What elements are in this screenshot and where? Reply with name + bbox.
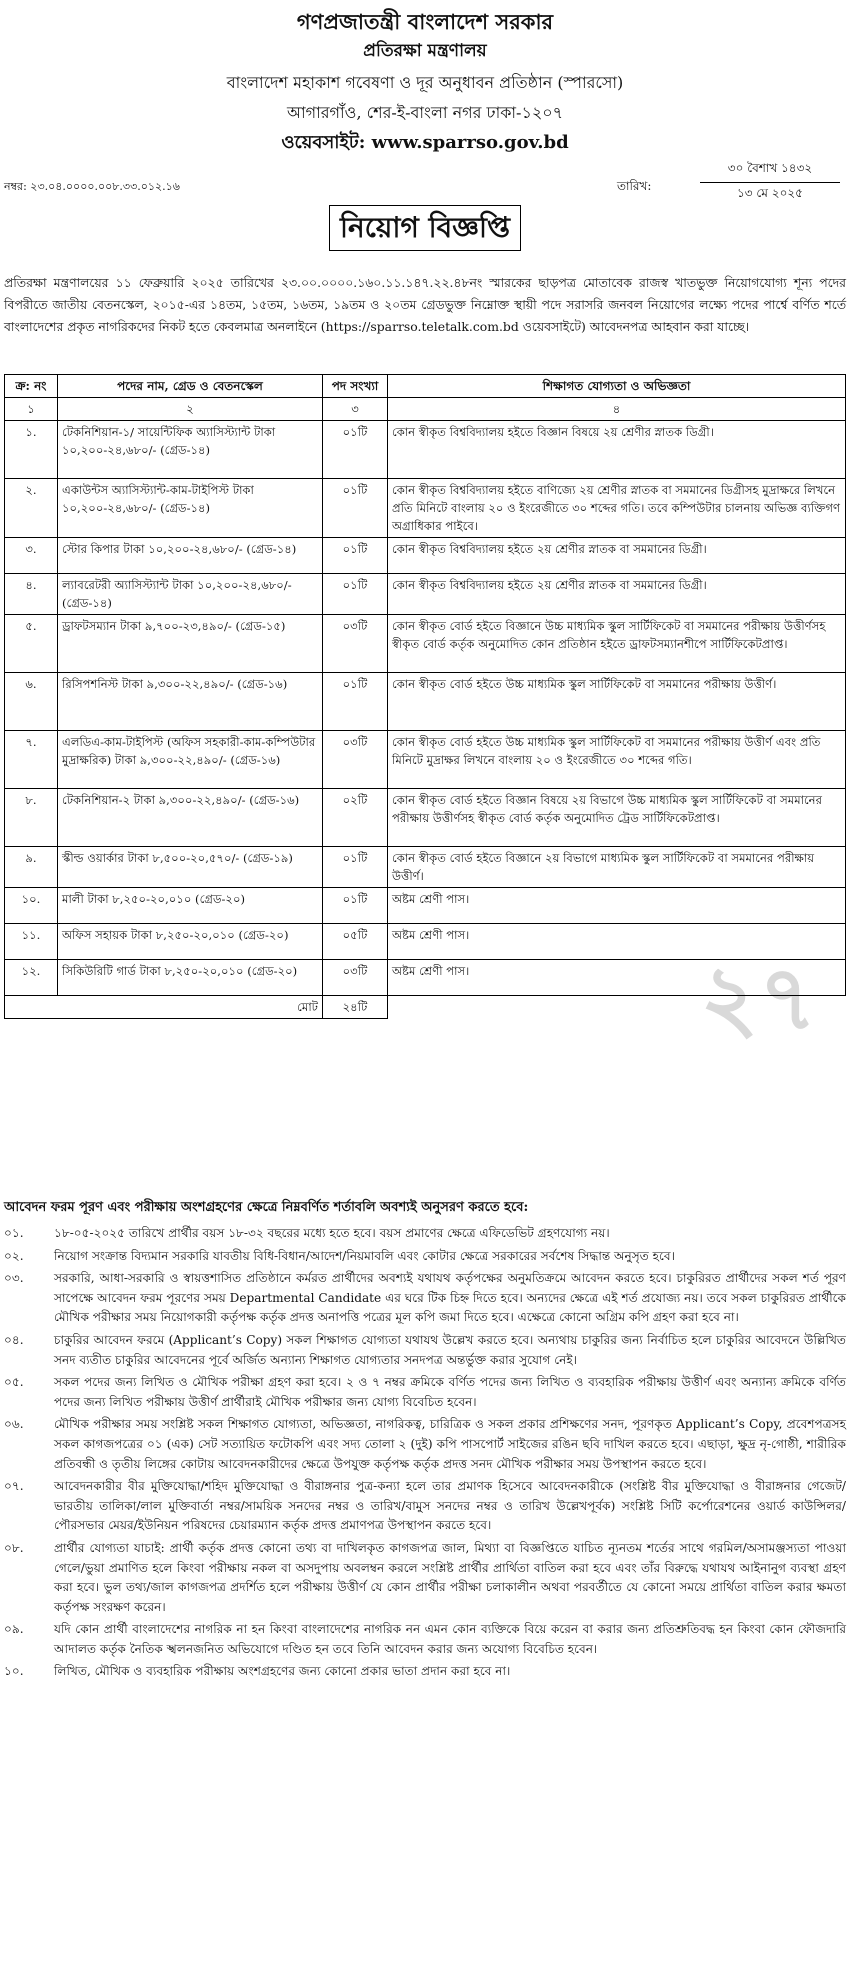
serial-cell: ৯. <box>5 847 58 888</box>
condition-text: ১৮-০৫-২০২৫ তারিখে প্রার্থীর বয়স ১৮-৩২ বছরের মধ্যে হতে হবে। বয়স প্রমাণের ক্ষেত্রে এফিডেভিট গ্রহণযোগ্য নয়। <box>54 1226 610 1240</box>
qualification-cell: কোন স্বীকৃত বিশ্ববিদ্যালয় হইতে ২য় শ্রেণীর স্নাতক বা সমমানের ডিগ্রী। <box>388 574 846 615</box>
serial-cell: ১০. <box>5 888 58 924</box>
post-name-cell: ড্রাফটসম্যান টাকা ৯,৭০০-২৩,৪৯০/- (গ্রেড-১৫) <box>58 615 323 673</box>
address-line: আগারগাঁও, শের-ই-বাংলা নগর ঢাকা-১২০৭ <box>286 103 564 122</box>
post-name-cell: টেকনিশিয়ান-১/ সায়েন্টিফিক অ্যাসিস্ট্যান্ট টাকা ১০,২০০-২৪,৬৮০/- (গ্রেড-১৪) <box>58 421 323 479</box>
serial-cell: ৪. <box>5 574 58 615</box>
post-count-cell: ০১টি <box>323 479 388 538</box>
condition-number: ০১. <box>4 1226 24 1240</box>
vacancy-table <box>4 374 846 1019</box>
header-qualification: শিক্ষাগত যোগ্যতা ও অভিজ্ঞতা <box>388 375 846 398</box>
memo-number: নম্বর: ২৩.০৪.০০০০.০০৮.৩৩.০১২.১৬ <box>4 180 180 193</box>
qualification-cell: অষ্টম শ্রেণী পাস। <box>388 924 846 960</box>
condition-item <box>4 1224 846 1244</box>
date-gregorian: ১৩ মে ২০২৫ <box>737 186 803 200</box>
post-count-cell: ০১টি <box>323 847 388 888</box>
qualification-cell: কোন স্বীকৃত বোর্ড হইতে বিজ্ঞানে উচ্চ মাধ্যমিক স্কুল সার্টিফিকেট বা সমমানের পরীক্ষায় উত্তীর্ণসহ স্বীকৃত বোর্ড কর্তৃক অনুমোদিত কোন প্রতিষ্ঠান হইতে ড্রাফটসম্যানশীপে সার্টিফিকেটপ্রাপ্ত। <box>388 615 846 673</box>
total-empty <box>388 996 846 1019</box>
condition-text: নিয়োগ সংক্রান্ত বিদ্যমান সরকারি যাবতীয় বিধি-বিধান/আদেশ/নিয়মাবলি এবং কোটার ক্ষেত্রে সরকারের সর্বশেষ সিদ্ধান্ত অনুসৃত হবে। <box>54 1248 675 1263</box>
post-count-cell: ০২টি <box>323 789 388 847</box>
post-count-cell: ০৩টি <box>323 731 388 789</box>
condition-item <box>4 1331 846 1370</box>
header-post-count: পদ সংখ্যা <box>323 375 388 398</box>
condition-number: ০৯. <box>4 1622 24 1637</box>
condition-item <box>4 1373 846 1412</box>
table-row <box>5 731 846 789</box>
condition-item <box>4 1620 846 1659</box>
post-count-cell: ০১টি <box>323 888 388 924</box>
condition-item <box>4 1477 846 1536</box>
col-number: ৩ <box>323 398 388 421</box>
post-name-cell: সিকিউরিটি গার্ড টাকা ৮,২৫০-২০,০১০ (গ্রেড-২০) <box>58 960 323 996</box>
conditions-heading: আবেদন ফরম পূরণ এবং পরীক্ষায় অংশগ্রহণের ক্ষেত্রে নিম্নবর্ণিত শর্তাবলি অবশ্যই অনুসরণ করতে হবে: <box>4 1200 529 1215</box>
serial-cell: ৩. <box>5 538 58 574</box>
government-heading: গণপ্রজাতন্ত্রী বাংলাদেশ সরকার <box>296 9 554 34</box>
post-count-cell: ০১টি <box>323 673 388 731</box>
table-row <box>5 615 846 673</box>
date-bengali: ৩০ বৈশাখ ১৪৩২ <box>700 158 840 183</box>
serial-cell: ৭. <box>5 731 58 789</box>
qualification-cell: কোন স্বীকৃত বিশ্ববিদ্যালয় হইতে ২য় শ্রেণীর স্নাতক বা সমমানের ডিগ্রী। <box>388 538 846 574</box>
post-count-cell: ০১টি <box>323 421 388 479</box>
post-name-cell: অফিস সহায়ক টাকা ৮,২৫০-২০,০১০ (গ্রেড-২০) <box>58 924 323 960</box>
intro-paragraph: প্রতিরক্ষা মন্ত্রণালয়ের ১১ ফেব্রুয়ারি ২০২৫ তারিখের ২৩.০০.০০০০.১৬০.১১.১৪৭.২২.৪৮নং স্মারকের ছাড়পত্র মোতাবেক রাজস্ব খাতভুক্ত নিয়োগযোগ্য শূন্য পদের বিপরীতে জাতীয় বেতনস্কেল, ২০১৫-এর ১৪তম, ১৫তম, ১৬তম, ১৯তম ও ২০তম গ্রেডভুক্ত নিম্নোক্ত স্থায়ী পদে সরাসরি জনবল নিয়োগের লক্ষ্যে পদের পার্শ্বে বর্ণিত শর্তে বাংলাদেশের প্রকৃত নাগরিকদের নিকট হতে কেবলমাত্র অনলাইনে (https://sparrso.teletalk.com.bd ওয়েবসাইটে) আবেদনপত্র আহবান করা যাচ্ছে। <box>4 275 846 334</box>
condition-number: ০৮. <box>4 1540 24 1555</box>
header-post-name: পদের নাম, গ্রেড ও বেতনস্কেল <box>58 375 323 398</box>
condition-item <box>4 1247 846 1267</box>
date-block <box>700 158 840 207</box>
post-count-cell: ০৩টি <box>323 615 388 673</box>
condition-number: ০৫. <box>4 1375 24 1390</box>
post-name-cell: রিসিপশনিস্ট টাকা ৯,৩০০-২২,৪৯০/- (গ্রেড-১৬) <box>58 673 323 731</box>
serial-cell: ৫. <box>5 615 58 673</box>
table-row <box>5 673 846 731</box>
condition-text: যদি কোন প্রার্থী বাংলাদেশের নাগরিক না হন কিংবা বাংলাদেশের নাগরিক নন এমন কোন ব্যক্তিকে বিয়ে করেন বা করার জন্য প্রতিশ্রুতিবদ্ধ হন কিংবা কোন ফৌজদারি আদালত কর্তৃক নৈতিক স্খলনজনিত অভিযোগে দণ্ডিত হন তবে তিনি আবেদন করার জন্য অযোগ্য বিবেচিত হবেন। <box>54 1622 846 1656</box>
qualification-cell: অষ্টম শ্রেণী পাস। <box>388 888 846 924</box>
serial-cell: ৬. <box>5 673 58 731</box>
qualification-cell: কোন স্বীকৃত বিশ্ববিদ্যালয় হইতে বিজ্ঞান বিষয়ে ২য় শ্রেণীর স্নাতক ডিগ্রী। <box>388 421 846 479</box>
total-count: ২৪টি <box>323 996 388 1019</box>
post-name-cell: একাউন্টস অ্যাসিস্ট্যান্ট-কাম-টাইপিস্ট টাকা ১০,২০০-২৪,৬৮০/- (গ্রেড-১৪) <box>58 479 323 538</box>
condition-item <box>4 1539 846 1617</box>
post-name-cell: স্টোর কিপার টাকা ১০,২০০-২৪,৬৮০/- (গ্রেড-১৪) <box>58 538 323 574</box>
post-count-cell: ০৩টি <box>323 960 388 996</box>
serial-cell: ২. <box>5 479 58 538</box>
qualification-cell: কোন স্বীকৃত বিশ্ববিদ্যালয় হইতে বাণিজ্যে ২য় শ্রেণীর স্নাতক বা সমমানের ডিগ্রীসহ মুদ্রাক্ষরে লিখনে প্রতি মিনিটে বাংলায় ২০ ও ইংরেজীতে ৩০ শব্দের গতি। তবে কম্পিউটার চালনায় অভিজ্ঞ ব্যক্তিগণ অগ্রাধিকার পাইবে। <box>388 479 846 538</box>
post-name-cell: স্কীল্ড ওয়ার্কার টাকা ৮,৫০০-২০,৫৭০/- (গ্রেড-১৯) <box>58 847 323 888</box>
table-row <box>5 924 846 960</box>
post-name-cell: এলডিএ-কাম-টাইপিস্ট (অফিস সহকারী-কাম-কম্পিউটার মুদ্রাক্ষরিক) টাকা ৯,৩০০-২২,৪৯০/- (গ্রেড-১৬) <box>58 731 323 789</box>
post-name-cell: মালী টাকা ৮,২৫০-২০,০১০ (গ্রেড-২০) <box>58 888 323 924</box>
condition-item <box>4 1662 846 1682</box>
table-row <box>5 574 846 615</box>
condition-number: ০৩. <box>4 1271 24 1286</box>
condition-item <box>4 1415 846 1474</box>
serial-cell: ৮. <box>5 789 58 847</box>
table-row <box>5 847 846 888</box>
qualification-cell: কোন স্বীকৃত বোর্ড হইতে উচ্চ মাধ্যমিক স্কুল সার্টিফিকেট বা সমমানের পরীক্ষায় উত্তীর্ণ। <box>388 673 846 731</box>
table-row <box>5 789 846 847</box>
serial-cell: ১১. <box>5 924 58 960</box>
serial-cell: ১২. <box>5 960 58 996</box>
website-line: ওয়েবসাইট: www.sparrso.gov.bd <box>281 132 569 153</box>
condition-text: আবেদনকারীর বীর মুক্তিযোদ্ধা/শহিদ মুক্তিযোদ্ধা ও বীরাঙ্গনার পুত্র-কন্যা হলে তার প্রমাণক হিসেবে আবেদনকারীকে (সংশ্লিষ্ট বীর মুক্তিযোদ্ধা ও বীরাঙ্গনার গেজেট/ভারতীয় তালিকা/লাল মুক্তিবার্তা নম্বর/সাময়িক সনদের নম্বর ও তারিখ/বামুস সনদের নম্বর ও তারিখ উল্লেখপূর্বক) সংশ্লিষ্ট সিটি কর্পোরেশনের ওয়ার্ড কাউন্সিলর/পৌরসভার মেয়র/ইউনিয়ন পরিষদের চেয়ারম্যান কর্তৃক প্রদত্ত প্রমাণপত্র উপস্থাপন করতে হবে। <box>54 1479 846 1533</box>
date-label: তারিখ: <box>617 179 652 193</box>
table-row <box>5 538 846 574</box>
col-number: ৪ <box>388 398 846 421</box>
post-name-cell: ল্যাবরেটরী অ্যাসিস্ট্যান্ট টাকা ১০,২০০-২৪,৬৮০/- (গ্রেড-১৪) <box>58 574 323 615</box>
watermark: ২৭ <box>700 945 818 1051</box>
qualification-cell: কোন স্বীকৃত বোর্ড হইতে বিজ্ঞানে ২য় বিভাগে মাধ্যমিক স্কুল সার্টিফিকেট বা সমমানের পরীক্ষায় উত্তীর্ণ। <box>388 847 846 888</box>
condition-text: মৌখিক পরীক্ষার সময় সংশ্লিষ্ট সকল শিক্ষাগত যোগ্যতা, অভিজ্ঞতা, নাগরিকত্ব, চারিত্রিক ও সকল প্রকার প্রশিক্ষণের সনদ, পূরণকৃত Applicant’s Copy, প্রবেশপত্রসহ সকল কাগজপত্রের ০১ (এক) সেট সত্যায়িত ফটোকপি এবং সদ্য তোলা ২ (দুই) কপি পাসপোর্ট সাইজের রঙিন ছবি দাখিল করতে হবে। এছাড়া, ক্ষুদ্র নৃ-গোষ্ঠী, শারীরিক প্রতিবন্ধী ও তৃতীয় লিঙ্গের কোটায় আবেদনকারীদের ক্ষেত্রে উপযুক্ত কর্তৃপক্ষ কর্তৃক প্রদত্ত সনদ মৌখিক পরীক্ষার সময় উপস্থাপন করতে হবে। <box>54 1417 846 1471</box>
table-row <box>5 479 846 538</box>
condition-number: ০৪. <box>4 1332 24 1347</box>
condition-number: ০৬. <box>4 1417 24 1432</box>
col-number: ১ <box>5 398 58 421</box>
condition-number: ১০. <box>4 1664 24 1679</box>
post-count-cell: ০৫টি <box>323 924 388 960</box>
col-number: ২ <box>58 398 323 421</box>
qualification-cell: কোন স্বীকৃত বোর্ড হইতে বিজ্ঞান বিষয়ে ২য় বিভাগে উচ্চ মাধ্যমিক স্কুল সার্টিফিকেট বা সমমানের পরীক্ষায় উত্তীর্ণসহ স্বীকৃত বোর্ড কর্তৃক অনুমোদিত ট্রেড সার্টিফিকেটপ্রাপ্ত। <box>388 789 846 847</box>
total-label: মোট <box>5 996 323 1019</box>
organization-heading: বাংলাদেশ মহাকাশ গবেষণা ও দূর অনুধাবন প্রতিষ্ঠান (স্পারসো) <box>226 73 624 92</box>
table-row <box>5 421 846 479</box>
header-serial: ক্র: নং <box>5 375 58 398</box>
condition-number: ০৭. <box>4 1479 24 1494</box>
condition-text: লিখিত, মৌখিক ও ব্যবহারিক পরীক্ষায় অংশগ্রহণের জন্য কোনো প্রকার ভাতা প্রদান করা হবে না। <box>54 1664 511 1679</box>
notice-title: নিয়োগ বিজ্ঞপ্তি <box>329 205 521 251</box>
condition-text: সকল পদের জন্য লিখিত ও মৌখিক পরীক্ষা গ্রহণ করা হবে। ২ ও ৭ নম্বর ক্রমিকে বর্ণিত পদের জন্য লিখিত ও ব্যবহারিক পরীক্ষায় উত্তীর্ণ এবং অন্যান্য ক্রমিকে বর্ণিত পদের জন্য লিখিত পরীক্ষায় উত্তীর্ণ প্রার্থীরাই মৌখিক পরীক্ষার জন্য যোগ্য বিবেচিত হবেন। <box>54 1375 846 1409</box>
qualification-cell: অষ্টম শ্রেণী পাস। <box>388 960 846 996</box>
qualification-cell: কোন স্বীকৃত বোর্ড হইতে উচ্চ মাধ্যমিক স্কুল সার্টিফিকেট বা সমমানের পরীক্ষায় উত্তীর্ণ এবং প্রতি মিনিটে মুদ্রাক্ষর লিখনে বাংলায় ২০ ও ইংরেজীতে ৩০ শব্দের গতি। <box>388 731 846 789</box>
post-count-cell: ০১টি <box>323 538 388 574</box>
conditions-list <box>4 1224 846 1685</box>
post-count-cell: ০১টি <box>323 574 388 615</box>
condition-item <box>4 1269 846 1328</box>
post-name-cell: টেকনিশিয়ান-২ টাকা ৯,৩০০-২২,৪৯০/- (গ্রেড-১৬) <box>58 789 323 847</box>
table-row <box>5 960 846 996</box>
ministry-heading: প্রতিরক্ষা মন্ত্রণালয় <box>363 41 487 61</box>
condition-text: সরকারি, আধা-সরকারি ও স্বায়ত্তশাসিত প্রতিষ্ঠানে কর্মরত প্রার্থীদের অবশ্যই যথাযথ কর্তৃপক্ষের অনুমতিক্রমে আবেদন করতে হবে। চাকুরিরত প্রার্থীদের সকল শর্ত পূরণ সাপেক্ষে আবেদন ফরম পূরণের সময় Departmental Candidate এর ঘরে টিক চিহ্ন দিতে হবে। অন্যদের ক্ষেত্রে এই শর্ত প্রযোজ্য নয়। তবে সকল চাকুরিরত প্রার্থীকে মৌখিক পরীক্ষার সময় নিয়োগকারী কর্তৃপক্ষ কর্তৃক প্রদত্ত অনাপত্তি পত্রের মূল কপি জমা দিতে হবে। এক্ষেত্রে কোনো অগ্রিম কপি গ্রহণ করা হবে না। <box>54 1271 846 1325</box>
table-row <box>5 888 846 924</box>
condition-number: ০২. <box>4 1248 24 1263</box>
condition-text: চাকুরির আবেদন ফরমে (Applicant’s Copy) সকল শিক্ষাগত যোগ্যতা যথাযথ উল্লেখ করতে হবে। অন্যথায় চাকুরির জন্য নির্বাচিত হলে চাকুরির আবেদনে উল্লিখিত সনদ ব্যতীত চাকুরির আবেদনের পূর্বে অর্জিত অন্যান্য শিক্ষাগত যোগ্যতার সনদপত্র অন্তর্ভুক্ত করার সুযোগ নেই। <box>54 1332 846 1367</box>
serial-cell: ১. <box>5 421 58 479</box>
condition-text: প্রার্থীর যোগ্যতা যাচাই: প্রার্থী কর্তৃক প্রদত্ত কোনো তথ্য বা দাখিলকৃত কাগজপত্র জাল, মিথ্যা বা বিজ্ঞপ্তিতে যাচিত ন্যূনতম শর্তের সাথে গরমিল/অসামঞ্জস্যতা পাওয়া গেলে/ভুয়া প্রমাণিত হলে কিংবা পরীক্ষায় নকল বা অসদুপায় অবলম্বন করলে সংশ্লিষ্ট প্রার্থীর প্রার্থিতা বাতিল করা হবে এবং তাঁর বিরুদ্ধে যথাযথ আইনানুগ ব্যবস্থা গ্রহণ করা হবে। ভুল তথ্য/জাল কাগজপত্র প্রদর্শিত হলে পরীক্ষায় উত্তীর্ণ যে কোন প্রার্থীর পরীক্ষা চলাকালীন অথবা পরবর্তীতে যে কোনো সময়ে প্রার্থিতা বাতিল করার ক্ষমতা কর্তৃপক্ষ সংরক্ষণ করেন। <box>54 1540 846 1614</box>
